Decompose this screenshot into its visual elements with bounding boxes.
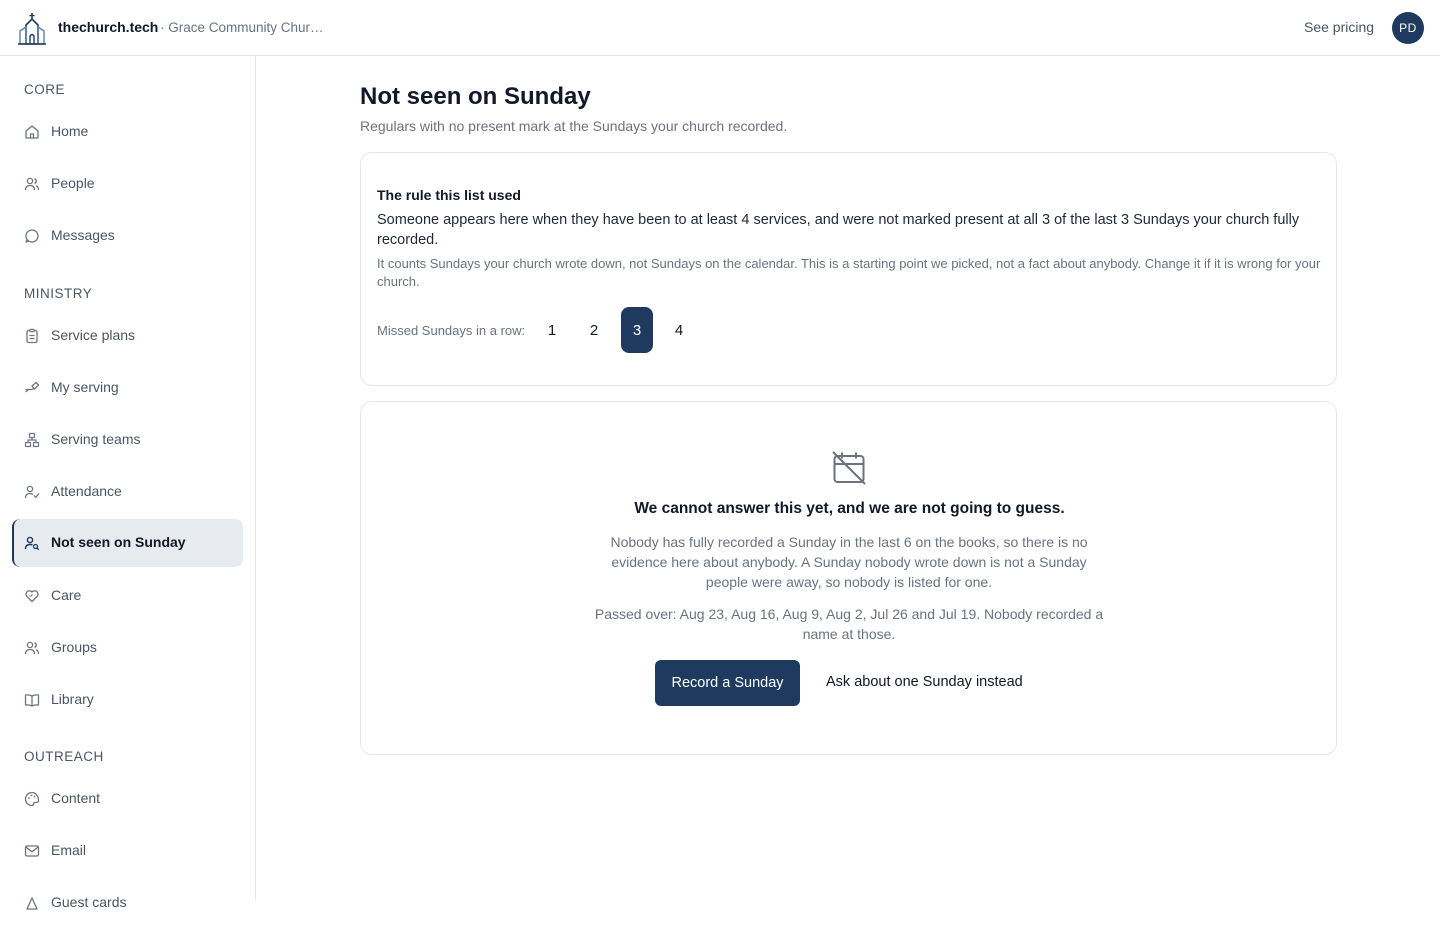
sidebar-item-not-seen-on-sunday[interactable] — [12, 519, 243, 567]
clipboard-icon — [24, 328, 40, 344]
sidebar-item-label: Service plans — [51, 327, 136, 343]
sidebar-item-guest-cards[interactable] — [12, 879, 243, 927]
empty-state-body: Nobody has fully recorded a Sunday in the last 6 on the books, so there is no evidence here about anybody. A Sunday nobody wrote down is not a Sunday people were away, so nobody is listed for one. — [610, 534, 1088, 590]
book-icon — [24, 692, 40, 708]
user-check-icon — [24, 484, 40, 500]
page-title: Not seen on Sunday — [360, 83, 591, 110]
passed-over-dates: Passed over: Aug 23, Aug 16, Aug 9, Aug 2, Jul 26 and Jul 19. Nobody recorded a name at those. — [594, 606, 1104, 642]
sidebar-item-label: Content — [51, 790, 101, 806]
sidebar-item-email[interactable] — [12, 827, 243, 875]
sidebar-item-label: Guest cards — [51, 894, 127, 910]
sidebar-section-ministry: MINISTRY — [24, 286, 93, 301]
calendar-off-icon — [831, 450, 867, 486]
sidebar-item-service-plans[interactable] — [12, 312, 243, 360]
page-subtitle: Regulars with no present mark at the Sundays your church recorded. — [360, 118, 788, 134]
record-a-sunday-button[interactable]: Record a Sunday — [655, 660, 800, 706]
ask-about-one-sunday-link[interactable]: Ask about one Sunday instead — [826, 674, 1023, 690]
sidebar-item-care[interactable] — [12, 572, 243, 620]
sidebar-item-label: Email — [51, 842, 87, 858]
sidebar-item-label: Groups — [51, 639, 97, 655]
top-bar — [0, 0, 1440, 56]
rule-description: Someone appears here when they have been to at least 4 services, and were not marked present at all 3 of the last 3 Sundays your church fully recorded. — [377, 212, 1300, 248]
see-pricing-link[interactable]: See pricing — [1304, 19, 1375, 35]
network-icon — [24, 432, 40, 448]
sidebar-item-library[interactable] — [12, 676, 243, 724]
missed-sundays-option-4[interactable]: 4 — [674, 321, 684, 339]
missed-sundays-label: Missed Sundays in a row: — [377, 323, 526, 338]
brand-name[interactable]: thechurch.tech — [58, 19, 159, 35]
missed-sundays-option-2[interactable]: 2 — [589, 321, 599, 339]
mail-icon — [24, 843, 40, 859]
user-search-icon — [24, 535, 40, 551]
organization-name[interactable]: · Grace Community Chur… — [160, 20, 324, 35]
missed-sundays-option-1[interactable]: 1 — [547, 321, 557, 339]
sidebar-item-content[interactable] — [12, 775, 243, 823]
main-content — [256, 56, 1440, 900]
groups-icon — [24, 640, 40, 656]
sidebar-section-outreach: OUTREACH — [24, 749, 104, 764]
sidebar-item-label: Not seen on Sunday — [51, 534, 186, 550]
sidebar-item-label: Serving teams — [51, 431, 141, 447]
sidebar-item-label: Library — [51, 691, 94, 707]
palette-icon — [24, 791, 40, 807]
rule-note: It counts Sundays your church wrote down, not Sundays on the calendar. This is a starting point we picked, not a fact about anybody. Change it if it is wrong for your church. — [377, 256, 1321, 289]
sidebar-item-people[interactable] — [12, 160, 243, 208]
sidebar-item-label: Messages — [51, 227, 115, 243]
sidebar-item-messages[interactable] — [12, 212, 243, 260]
hand-icon — [24, 380, 40, 396]
missed-sundays-option-3[interactable]: 3 — [621, 307, 653, 353]
sidebar-section-core: CORE — [24, 82, 66, 97]
sidebar-item-label: People — [51, 175, 95, 191]
card-icon — [24, 895, 40, 911]
sidebar — [0, 56, 256, 910]
rule-card — [360, 152, 1337, 386]
user-avatar[interactable]: PD — [1392, 12, 1424, 44]
heart-hand-icon — [24, 588, 40, 604]
people-icon — [24, 176, 40, 192]
home-icon — [24, 124, 40, 140]
empty-state-title: We cannot answer this yet, and we are not going to guess. — [634, 500, 1065, 517]
message-icon — [24, 228, 40, 244]
sidebar-item-groups[interactable] — [12, 624, 243, 672]
sidebar-item-label: Care — [51, 587, 82, 603]
church-logo-icon[interactable] — [17, 11, 47, 45]
sidebar-item-label: Home — [51, 123, 89, 139]
sidebar-item-my-serving[interactable] — [12, 364, 243, 412]
empty-state-card — [360, 401, 1337, 755]
sidebar-item-serving-teams[interactable] — [12, 416, 243, 464]
sidebar-item-attendance[interactable] — [12, 468, 243, 516]
sidebar-item-home[interactable] — [12, 108, 243, 156]
sidebar-item-label: Attendance — [51, 483, 122, 499]
rule-title: The rule this list used — [377, 187, 521, 203]
sidebar-item-label: My serving — [51, 379, 119, 395]
